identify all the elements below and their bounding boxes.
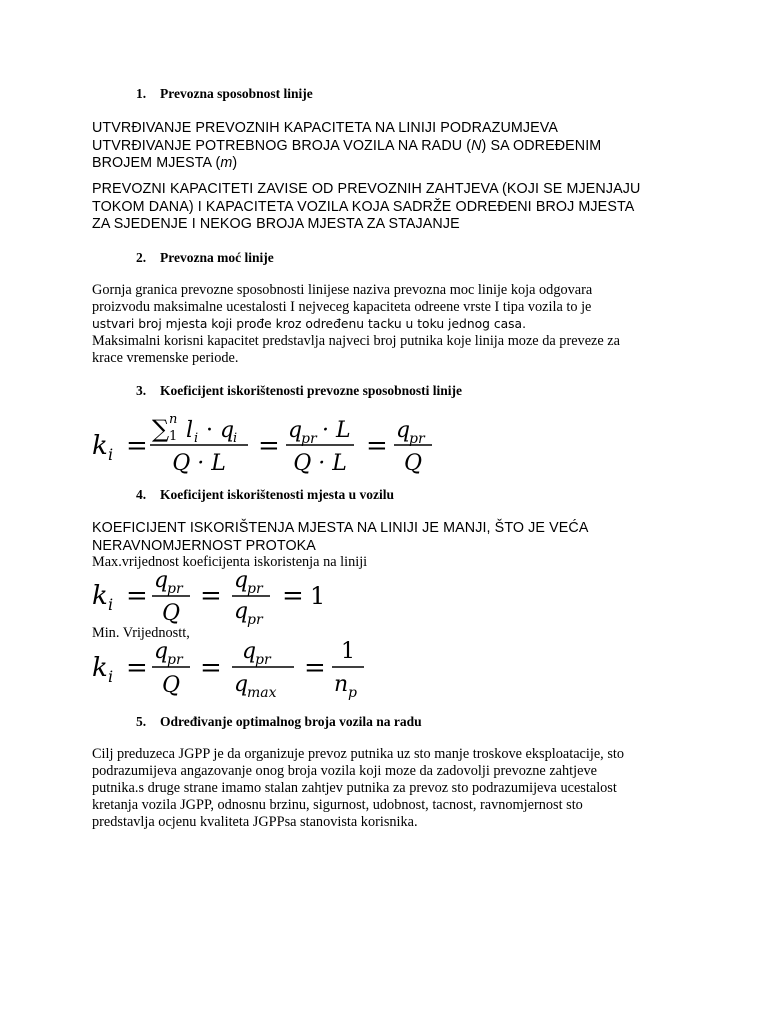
formula-subscript: max xyxy=(247,685,277,701)
text-line: Maksimalni korisni kapacitet predstavlja najveci broj putnika koje linija moze da preveze za xyxy=(92,333,621,349)
section-number: 2. xyxy=(136,250,147,265)
formula-symbol: q xyxy=(234,568,249,593)
formula-denominator: Q xyxy=(161,601,181,626)
formula-value: 1 xyxy=(341,639,355,664)
formula-symbol: n xyxy=(334,672,349,697)
formula-equals: = xyxy=(126,431,148,461)
text-line: Min. Vrijednostt, xyxy=(92,625,190,641)
formula-subscript: 1 xyxy=(169,429,178,444)
text-line: Cilj preduzeca JGPP je da organizuje prevoz putnika uz sto manje troskove eksploatacije, sto xyxy=(92,746,625,762)
formula-symbol: k xyxy=(92,653,108,683)
formula-superscript: n xyxy=(169,412,178,427)
formula-equals: = xyxy=(126,653,148,683)
section-title: Prevozna moć linije xyxy=(160,250,274,265)
section-heading-2 xyxy=(136,250,274,266)
formula-symbol: · L xyxy=(322,418,351,443)
section-title: Određivanje optimalnog broja vozila na radu xyxy=(160,714,422,729)
formula-subscript: pr xyxy=(167,581,183,597)
text-line: ustvari broj mjesta koji prođe kroz određenu tacku u toku jednog casa. xyxy=(92,317,526,331)
paragraph-seat-utilization xyxy=(92,520,692,555)
paragraph-capacity-dependency xyxy=(92,181,692,234)
formula-subscript: pr xyxy=(255,652,271,668)
paragraph-transport-power xyxy=(92,282,682,367)
formula-subscript: i xyxy=(194,431,199,446)
formula-equals: = xyxy=(366,431,388,461)
section-title: Prevozna sposobnost linije xyxy=(160,86,313,101)
formula-symbol: q xyxy=(234,672,249,697)
formula-max-value xyxy=(90,566,350,626)
text-line: kretanja vozila JGPP, odnosnu brzinu, sigurnost, udobnost, tacnost, ravnomjernost sto xyxy=(92,797,583,813)
text-line: Gornja granica prevozne sposobnosti linijese naziva prevozna moc linije koja odgovara xyxy=(92,282,593,298)
formula-equals: = xyxy=(200,581,222,611)
paragraph-capacity-definition xyxy=(92,120,692,173)
formula-denominator: Q xyxy=(161,673,181,698)
formula-dot: · xyxy=(206,418,213,443)
text-line: Max.vrijednost koeficijenta iskoristenja na liniji xyxy=(92,554,368,570)
formula-equals: = xyxy=(282,581,304,611)
text-line: proizvodu maksimalne ucestalosti I nejveceg kapaciteta odreene vrste I tipa vozila to je xyxy=(92,299,592,315)
text-line: PREVOZNI KAPACITETI ZAVISE OD PREVOZNIH ZAHTJEVA (KOJI SE MJENJAJU xyxy=(92,181,641,197)
formula-symbol: k xyxy=(92,431,108,461)
text-line: NERAVNOMJERNOST PROTOKA xyxy=(92,537,316,554)
text-line: UTVRĐIVANJE PREVOZNIH KAPACITETA NA LINIJI PODRAZUMJEVA xyxy=(92,120,558,136)
variable-n: N xyxy=(471,137,482,154)
formula-subscript: i xyxy=(233,431,238,446)
section-title: Koeficijent iskorištenosti mjesta u vozilu xyxy=(160,487,394,502)
formula-equals: = xyxy=(304,653,326,683)
section-number: 1. xyxy=(136,86,147,101)
formula-equals: = xyxy=(126,581,148,611)
text-line: krace vremenske periode. xyxy=(92,350,239,366)
text-line xyxy=(92,155,692,173)
section-heading-5 xyxy=(136,714,422,730)
formula-equals: = xyxy=(200,653,222,683)
formula-symbol: q xyxy=(154,639,169,664)
paragraph-optimal-fleet xyxy=(92,746,682,831)
formula-symbol: l xyxy=(186,418,194,443)
formula-subscript: pr xyxy=(301,431,317,447)
formula-symbol: q xyxy=(396,418,411,443)
formula-symbol: q xyxy=(220,418,235,443)
section-number: 4. xyxy=(136,487,147,502)
formula-subscript: i xyxy=(108,667,114,686)
formula-denominator: Q xyxy=(403,451,423,476)
formula-symbol: q xyxy=(242,639,257,664)
formula-subscript: i xyxy=(108,595,114,614)
formula-sum: ∑ xyxy=(152,415,170,443)
formula-subscript: i xyxy=(108,445,114,464)
text-line: predstavlja ocjenu kvaliteta JGPPsa stanovista korisnika. xyxy=(92,814,418,830)
section-number: 5. xyxy=(136,714,147,729)
formula-min-value xyxy=(90,636,390,700)
section-title: Koeficijent iskorištenosti prevozne sposobnosti linije xyxy=(160,383,462,398)
variable-m: m xyxy=(220,155,233,171)
text-line: TOKOM DANA) I KAPACITETA VOZILA KOJA SADRŽE ODREĐENI BROJ MJESTA xyxy=(92,198,635,215)
text-run: UTVRĐIVANJE POTREBNOG BROJA VOZILA NA RADU ( xyxy=(92,137,472,154)
formula-denominator: Q · L xyxy=(172,451,226,476)
formula-subscript: pr xyxy=(167,652,183,668)
formula-subscript: p xyxy=(348,685,357,701)
formula-subscript: pr xyxy=(247,581,263,597)
text-line: KOEFICIJENT ISKORIŠTENJA MJESTA NA LINIJI JE MANJI, ŠTO JE VEĆA xyxy=(92,520,589,536)
formula-symbol: q xyxy=(288,418,303,443)
text-line xyxy=(92,138,692,156)
formula-symbol: k xyxy=(92,581,108,611)
section-heading-3 xyxy=(136,383,462,399)
formula-utilization-capacity xyxy=(90,410,450,474)
formula-subscript: pr xyxy=(247,612,263,628)
text-line: podrazumijeva angazovanje onog broja vozila koji moze da zadovolji prevozne zahtjeve xyxy=(92,763,597,779)
formula-value: 1 xyxy=(310,582,326,610)
text-run: BROJEM MJESTA ( xyxy=(92,155,221,171)
section-heading-1 xyxy=(136,86,313,102)
text-line: ZA SJEDENJE I NEKOG BROJA MJESTA ZA STAJANJE xyxy=(92,216,460,232)
text-run: ) SA ODREĐENIM xyxy=(481,137,602,154)
formula-denominator: Q · L xyxy=(293,451,347,476)
formula-equals: = xyxy=(258,431,280,461)
formula-symbol: q xyxy=(234,599,249,624)
section-heading-4 xyxy=(136,487,394,503)
section-number: 3. xyxy=(136,383,147,398)
text-run: ) xyxy=(232,155,238,171)
text-line: putnika.s druge strane imamo stalan zahtjev putnika za prevoz sto podrazumijeva ucestalost xyxy=(92,780,617,796)
formula-subscript: pr xyxy=(409,431,425,447)
formula-symbol: q xyxy=(154,568,169,593)
